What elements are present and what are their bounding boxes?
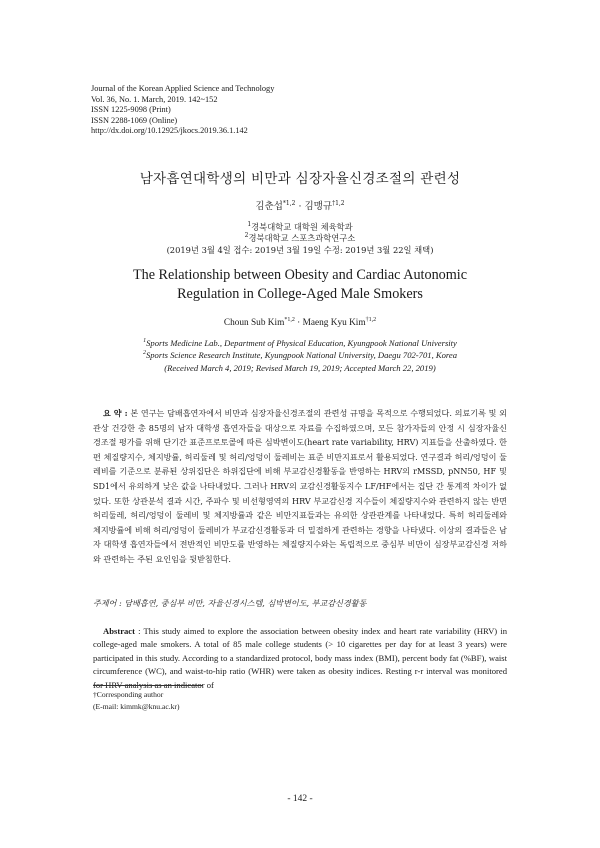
corresponding-author-email: (E-mail: kimmk@knu.ac.kr) bbox=[93, 701, 180, 711]
abstract-english-text: : This study aimed to explore the association between obesity index and heart rate variability (HRV) in college-aged male smokers. A total of 85 male college students (> 10 cigarettes per day for at least 3 years) were participated in this study. According to a standardized protocol, body mass index (BMI), percent body fat (%BF), waist circumference (WC), and waist-to-hip ratio (WHR) were taken as obesity indices. Resting r-r interval was monitored for HRV analysis as an indicator of bbox=[93, 626, 507, 690]
corresponding-author-note: †Corresponding author bbox=[93, 690, 164, 699]
affiliations-english bbox=[0, 337, 600, 374]
page-number: - 142 - bbox=[287, 794, 313, 804]
affiliation-1-en bbox=[0, 337, 600, 349]
authors-english bbox=[0, 318, 600, 328]
author-1-mark-en: *1,2 bbox=[284, 317, 295, 323]
title-english bbox=[0, 266, 600, 304]
issn-print: ISSN 1225-9098 (Print) bbox=[91, 105, 171, 115]
affiliation-1-num-en: 1 bbox=[143, 338, 147, 344]
issn-online: ISSN 2288-1069 (Online) bbox=[91, 115, 178, 125]
author-1-mark: *1,2 bbox=[282, 200, 296, 207]
author-2-name-en: Maeng Kyu Kim bbox=[302, 318, 366, 328]
abstract-korean-label: 요 약 : bbox=[103, 408, 128, 418]
affiliation-1-text-en: Sports Medicine Lab., Department of Physical Education, Kyungpook National University bbox=[146, 338, 457, 348]
affiliation-2-en bbox=[0, 349, 600, 361]
title-english-line-2: Regulation in College-Aged Male Smokers bbox=[177, 286, 423, 302]
author-separator-en: · bbox=[294, 318, 303, 328]
abstract-english bbox=[93, 625, 507, 692]
authors-korean bbox=[0, 198, 600, 212]
doi-link[interactable]: http://dx.doi.org/10.12925/jkocs.2019.36.1.142 bbox=[91, 126, 248, 136]
keywords-text: 담배흡연, 중심부 비만, 자율신경시스템, 심박변이도, 부교감신경활동 bbox=[121, 598, 367, 608]
author-2-mark-en: †1,2 bbox=[365, 317, 377, 323]
author-2-name: 김맹규 bbox=[304, 201, 333, 212]
title-english-line-1: The Relationship between Obesity and Cardiac Autonomic bbox=[132, 267, 468, 283]
dates-english: (Received March 4, 2019; Revised March 19, 2019; Accepted March 22, 2019) bbox=[164, 362, 436, 373]
author-1-name-en: Choun Sub Kim bbox=[223, 318, 285, 328]
abstract-english-label: Abstract bbox=[103, 626, 135, 636]
dates-korean: (2019년 3월 4일 접수: 2019년 3월 19일 수정: 2019년 3월 22일 채택) bbox=[166, 244, 434, 255]
affiliation-1-text: 경북대학교 대학원 체육학과 bbox=[251, 222, 353, 232]
title-korean: 남자흡연대학생의 비만과 심장자율신경조절의 관련성 bbox=[139, 171, 461, 187]
journal-volume: Vol. 36, No. 1. March, 2019. 142~152 bbox=[91, 94, 218, 104]
keywords-label: 주제어 : bbox=[93, 598, 122, 608]
journal-name: Journal of the Korean Applied Science and Technology bbox=[91, 84, 275, 93]
author-separator: · bbox=[295, 201, 305, 212]
affiliation-2-num: 2 bbox=[244, 232, 249, 240]
affiliation-2-num-en: 2 bbox=[142, 350, 146, 357]
affiliation-2-text: 경북대학교 스포츠과학연구소 bbox=[248, 233, 356, 244]
abstract-korean bbox=[93, 406, 507, 567]
footnote bbox=[93, 689, 180, 713]
affiliation-1 bbox=[0, 222, 600, 233]
affiliation-2-text-en: Sports Science Research Institute, Kyungpook National University, Daegu 702-701, Korea bbox=[145, 350, 458, 361]
journal-info bbox=[91, 84, 274, 137]
author-2-mark: †1,2 bbox=[332, 200, 345, 207]
affiliation-2 bbox=[0, 233, 600, 244]
author-1-name: 김춘섭 bbox=[255, 201, 283, 212]
affiliations-korean bbox=[0, 222, 600, 256]
affiliation-1-num: 1 bbox=[247, 221, 252, 228]
footnote-divider bbox=[93, 685, 203, 686]
abstract-korean-text: 본 연구는 담배흡연자에서 비만과 심장자율신경조절의 관련성 규명을 목적으로 수행되었다. 의료기록 및 외관상 건강한 총 85명의 남자 대학생 흡연자들을 대상으로 자료를 수집하였으며, 모든 참가자들의 안정 시 심장자율신경조절 평가를 위해 단기간 표준프로토콜에 따른 심박변이도(heart rate variability, HRV) 지표들을 산출하였다. 한편 체질량지수, 체지방률, 허리둘레 및 허리/엉덩이 둘레비는 표준 비만지표로서 활용되었다. 연구결과 허리/엉덩이 둘레비를 기준으로 분류된 상위집단은 하위집단에 비해 부교감신경활동을 반영하는 HRV의 rMSSD, pNN50, HF 및 SD1에서 유의하게 낮은 값을 나타내었다. 그러나 HRV의 교감신경활동지수 LF/HF에서는 집단 간 통계적 차이가 없었다. 또한 상관분석 결과 시간, 주파수 및 비선형영역의 HRV 부교감신경 지수들이 체질량지수와 관련하지 않는 반면 허리둘레, 허리/엉덩이 둘레비 및 체지방률과 같은 비만지표들과는 유의한 상관관계를 나타내었다. 특히 허리둘레와 체지방률에 비해 허리/엉덩이 둘레비가 부교감신경활동과 더 밀접하게 관련하는 경향을 나타냈다. 이상의 결과들은 남자 대학생 흡연자들에서 전반적인 비만도를 반영하는 체질량지수와는 독립적으로 중심부 비만이 심장부교감신경 저하와 관련하는 주된 요인임을 뒷받침한다. bbox=[93, 408, 508, 564]
keywords-korean bbox=[93, 598, 507, 609]
